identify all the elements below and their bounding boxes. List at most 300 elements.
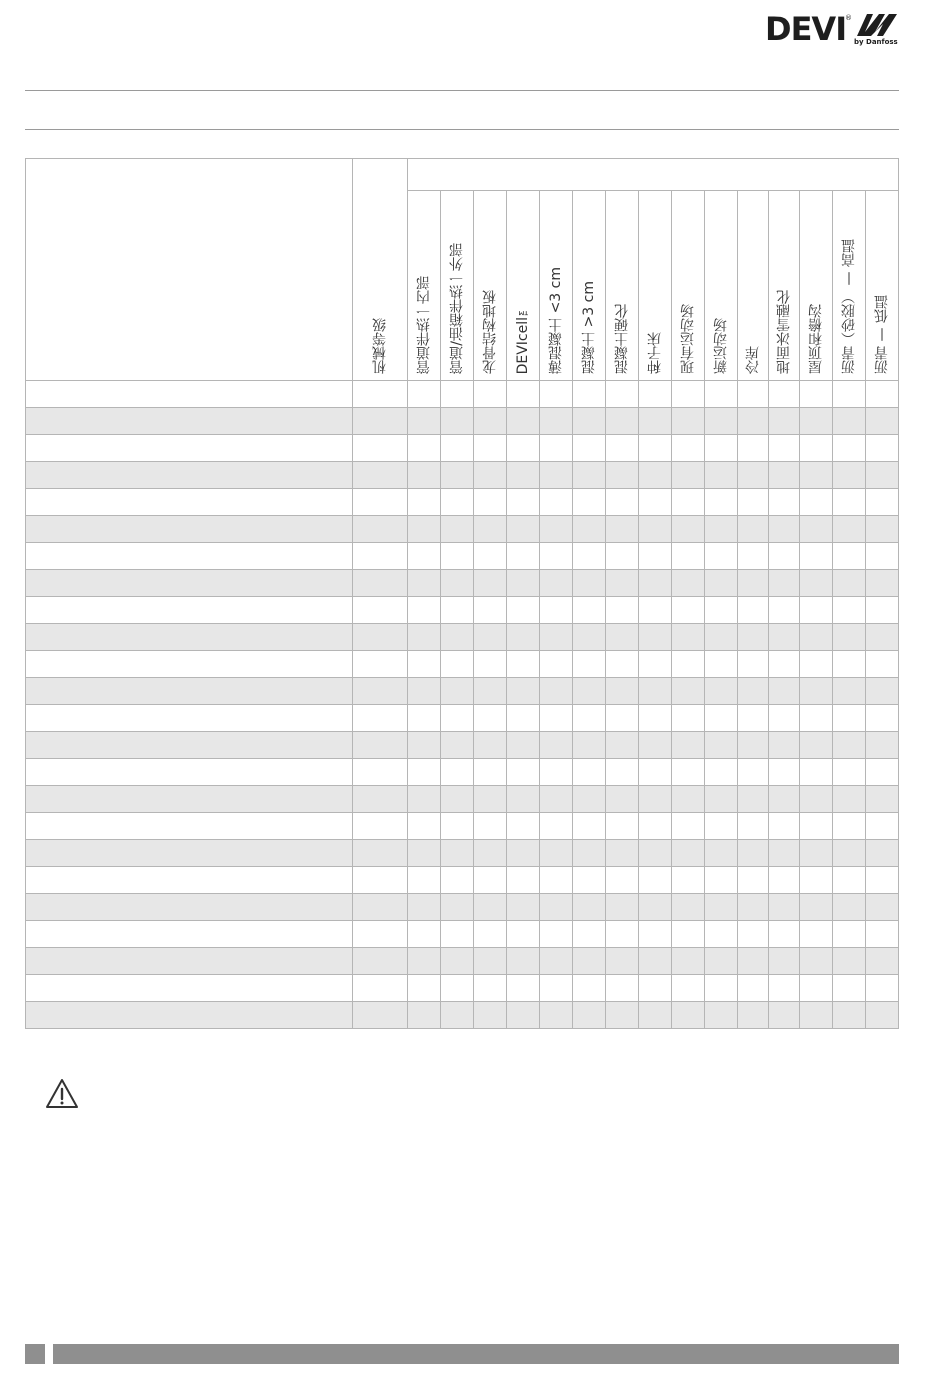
application-column-label: 现有运动场	[680, 304, 696, 374]
application-cell	[441, 516, 474, 543]
application-cell	[769, 948, 800, 975]
application-cell	[800, 867, 833, 894]
application-cell	[672, 489, 705, 516]
cable-type-cell	[26, 1002, 353, 1029]
mechanical-class-cell	[353, 651, 408, 678]
application-cell	[540, 489, 573, 516]
application-cell	[866, 381, 899, 408]
application-cell	[573, 462, 606, 489]
application-column-label: 沥青 — 低温	[874, 295, 890, 374]
application-cell	[540, 462, 573, 489]
application-cell	[833, 489, 866, 516]
header-rule-bottom	[25, 129, 899, 130]
application-cell	[800, 759, 833, 786]
application-cell	[705, 759, 738, 786]
table-row	[26, 651, 899, 678]
application-cell	[800, 408, 833, 435]
application-cell	[769, 462, 800, 489]
cable-type-cell	[26, 597, 353, 624]
table-row	[26, 516, 899, 543]
application-cell	[672, 705, 705, 732]
application-cell	[705, 948, 738, 975]
mechanical-class-cell	[353, 840, 408, 867]
application-cell	[408, 786, 441, 813]
application-column-label: 管道伴热一内部	[416, 276, 432, 374]
application-cell	[738, 813, 769, 840]
application-cell	[639, 732, 672, 759]
application-column-label: 地面冰雪融化	[776, 290, 792, 374]
application-cell	[507, 813, 540, 840]
application-cell	[866, 840, 899, 867]
application-cell	[606, 624, 639, 651]
application-cell	[639, 1002, 672, 1029]
application-cell	[639, 543, 672, 570]
mechanical-class-cell	[353, 786, 408, 813]
application-cell	[573, 381, 606, 408]
application-cell	[441, 813, 474, 840]
application-cell	[672, 516, 705, 543]
application-cell	[573, 840, 606, 867]
application-cell	[769, 786, 800, 813]
application-cell	[573, 975, 606, 1002]
application-cell	[507, 732, 540, 759]
application-cell	[639, 678, 672, 705]
application-cell	[833, 732, 866, 759]
application-cell	[833, 462, 866, 489]
table-row	[26, 543, 899, 570]
table-row	[26, 732, 899, 759]
application-cell	[672, 975, 705, 1002]
application-cell	[474, 462, 507, 489]
application-cell	[408, 462, 441, 489]
application-cell	[474, 948, 507, 975]
application-cell	[738, 381, 769, 408]
application-cell	[833, 705, 866, 732]
application-cell	[441, 840, 474, 867]
application-cell	[639, 894, 672, 921]
application-cell	[474, 894, 507, 921]
application-cell	[800, 543, 833, 570]
application-cell	[441, 759, 474, 786]
application-cell	[540, 678, 573, 705]
application-cell	[573, 867, 606, 894]
application-cell	[672, 921, 705, 948]
application-cell	[606, 651, 639, 678]
table-row	[26, 840, 899, 867]
application-cell	[441, 705, 474, 732]
application-cell	[573, 1002, 606, 1029]
application-cell	[639, 651, 672, 678]
application-cell	[866, 786, 899, 813]
application-cell	[738, 489, 769, 516]
application-cell	[606, 543, 639, 570]
application-cell	[672, 381, 705, 408]
mechanical-class-cell	[353, 597, 408, 624]
application-cell	[441, 597, 474, 624]
application-cell	[606, 786, 639, 813]
application-cell	[866, 867, 899, 894]
application-cell	[474, 813, 507, 840]
application-cell	[408, 597, 441, 624]
application-cell	[408, 948, 441, 975]
application-cell	[705, 462, 738, 489]
application-cell	[639, 867, 672, 894]
table-row	[26, 813, 899, 840]
application-cell	[800, 840, 833, 867]
application-cell	[833, 651, 866, 678]
application-cell	[833, 624, 866, 651]
application-cell	[672, 462, 705, 489]
application-column-header	[507, 191, 540, 381]
application-cell	[800, 435, 833, 462]
application-cell	[474, 543, 507, 570]
application-cell	[573, 705, 606, 732]
application-cell	[540, 813, 573, 840]
mechanical-class-label: 机械等级	[372, 318, 388, 374]
application-group-header-cell	[408, 159, 899, 191]
application-cell	[507, 894, 540, 921]
application-cell	[408, 705, 441, 732]
application-cell	[408, 732, 441, 759]
application-cell	[441, 651, 474, 678]
application-cell	[408, 759, 441, 786]
application-cell	[738, 435, 769, 462]
application-cell	[866, 759, 899, 786]
application-cell	[474, 408, 507, 435]
application-cell	[800, 516, 833, 543]
table-row	[26, 705, 899, 732]
application-cell	[866, 516, 899, 543]
application-cell	[738, 840, 769, 867]
application-cell	[441, 435, 474, 462]
mechanical-class-cell	[353, 489, 408, 516]
table-row	[26, 1002, 899, 1029]
application-column-header	[769, 191, 800, 381]
cable-type-cell	[26, 705, 353, 732]
application-cell	[639, 624, 672, 651]
application-cell	[672, 840, 705, 867]
application-column-header	[833, 191, 866, 381]
mechanical-class-cell	[353, 948, 408, 975]
application-cell	[705, 921, 738, 948]
application-cell	[769, 894, 800, 921]
application-cell	[738, 1002, 769, 1029]
application-cell	[639, 705, 672, 732]
application-column-label: 屋顶和檐沟	[808, 304, 824, 374]
devi-swoosh-icon	[853, 10, 903, 38]
application-cell	[474, 759, 507, 786]
table-row	[26, 408, 899, 435]
application-cell	[672, 543, 705, 570]
application-cell	[639, 597, 672, 624]
application-cell	[639, 813, 672, 840]
table-row	[26, 921, 899, 948]
mechanical-class-cell	[353, 1002, 408, 1029]
application-cell	[672, 624, 705, 651]
application-cell	[866, 570, 899, 597]
application-cell	[833, 786, 866, 813]
cable-type-cell	[26, 381, 353, 408]
application-column-header	[639, 191, 672, 381]
application-cell	[540, 435, 573, 462]
logo-subtext: by Danfoss	[854, 38, 898, 46]
application-cell	[833, 1002, 866, 1029]
application-cell	[507, 705, 540, 732]
application-cell	[738, 678, 769, 705]
application-cell	[540, 516, 573, 543]
application-cell	[738, 543, 769, 570]
application-cell	[738, 462, 769, 489]
application-cell	[738, 921, 769, 948]
application-cell	[833, 759, 866, 786]
application-cell	[769, 543, 800, 570]
application-cell	[441, 408, 474, 435]
table-group-header-row	[26, 159, 899, 191]
table-row	[26, 381, 899, 408]
application-cell	[441, 381, 474, 408]
application-cell	[800, 705, 833, 732]
application-cell	[705, 597, 738, 624]
mechanical-class-cell	[353, 624, 408, 651]
footer-bar	[53, 1344, 899, 1364]
application-cell	[606, 1002, 639, 1029]
application-cell	[672, 1002, 705, 1029]
application-cell	[408, 543, 441, 570]
table-row	[26, 462, 899, 489]
application-column-header	[800, 191, 833, 381]
application-cell	[738, 516, 769, 543]
application-cell	[507, 786, 540, 813]
mechanical-class-cell	[353, 408, 408, 435]
logo-text: DEVI	[765, 10, 847, 48]
warning-triangle-icon	[44, 1077, 80, 1111]
application-cell	[639, 462, 672, 489]
cable-type-cell	[26, 948, 353, 975]
application-cell	[474, 381, 507, 408]
application-cell	[705, 570, 738, 597]
application-cell	[705, 705, 738, 732]
application-cell	[507, 462, 540, 489]
application-column-label: DEVIcell™	[515, 300, 531, 374]
application-column-header	[672, 191, 705, 381]
application-cell	[573, 570, 606, 597]
application-cell	[705, 1002, 738, 1029]
application-cell	[408, 435, 441, 462]
cable-type-cell	[26, 489, 353, 516]
application-cell	[474, 678, 507, 705]
table-row	[26, 759, 899, 786]
application-cell	[866, 732, 899, 759]
cable-type-cell	[26, 651, 353, 678]
application-cell	[833, 435, 866, 462]
application-cell	[738, 570, 769, 597]
application-column-header	[540, 191, 573, 381]
application-cell	[606, 381, 639, 408]
application-cell	[833, 840, 866, 867]
application-cell	[866, 597, 899, 624]
application-cell	[866, 408, 899, 435]
application-cell	[769, 381, 800, 408]
application-column-label: 新运动场	[713, 318, 729, 374]
application-cell	[474, 570, 507, 597]
application-cell	[573, 678, 606, 705]
application-cell	[606, 840, 639, 867]
application-cell	[769, 975, 800, 1002]
application-cell	[769, 678, 800, 705]
application-cell	[606, 489, 639, 516]
cable-type-cell	[26, 678, 353, 705]
application-cell	[705, 624, 738, 651]
application-cell	[866, 894, 899, 921]
application-cell	[800, 678, 833, 705]
application-cell	[573, 813, 606, 840]
application-cell	[441, 489, 474, 516]
application-cell	[408, 381, 441, 408]
table-row	[26, 624, 899, 651]
application-cell	[573, 489, 606, 516]
application-cell	[738, 975, 769, 1002]
application-cell	[738, 759, 769, 786]
application-cell	[408, 975, 441, 1002]
application-cell	[672, 894, 705, 921]
application-cell	[639, 948, 672, 975]
application-cell	[474, 921, 507, 948]
application-cell	[573, 759, 606, 786]
application-cell	[769, 1002, 800, 1029]
application-cell	[738, 705, 769, 732]
mechanical-class-cell	[353, 813, 408, 840]
application-cell	[705, 489, 738, 516]
application-cell	[738, 651, 769, 678]
application-cell	[606, 705, 639, 732]
application-column-header	[408, 191, 441, 381]
application-cell	[474, 705, 507, 732]
application-cell	[769, 624, 800, 651]
application-cell	[833, 867, 866, 894]
table-row	[26, 975, 899, 1002]
application-cell	[441, 543, 474, 570]
application-cell	[441, 921, 474, 948]
application-cell	[507, 624, 540, 651]
application-cell	[800, 786, 833, 813]
application-cell	[672, 408, 705, 435]
application-column-label: 冷库	[745, 346, 761, 374]
application-cell	[507, 651, 540, 678]
application-cell	[507, 678, 540, 705]
application-cell	[474, 651, 507, 678]
cable-type-cell	[26, 786, 353, 813]
mechanical-class-cell	[353, 867, 408, 894]
application-cell	[800, 381, 833, 408]
application-cell	[606, 921, 639, 948]
application-cell	[408, 624, 441, 651]
application-cell	[408, 408, 441, 435]
application-cell	[507, 570, 540, 597]
application-cell	[769, 921, 800, 948]
application-column-label: 管道/油箱伴热一外部	[449, 243, 465, 374]
application-cell	[540, 570, 573, 597]
application-cell	[474, 1002, 507, 1029]
application-cell	[474, 867, 507, 894]
application-cell	[705, 381, 738, 408]
application-cell	[672, 948, 705, 975]
application-column-header	[441, 191, 474, 381]
application-cell	[507, 867, 540, 894]
application-column-header	[866, 191, 899, 381]
application-cell	[705, 867, 738, 894]
application-cell	[705, 894, 738, 921]
application-cell	[606, 435, 639, 462]
cable-type-header-cell	[26, 159, 353, 381]
mechanical-class-cell	[353, 516, 408, 543]
mechanical-class-header-cell	[353, 159, 408, 381]
application-cell	[866, 651, 899, 678]
mechanical-class-cell	[353, 921, 408, 948]
application-cell	[833, 948, 866, 975]
application-cell	[705, 732, 738, 759]
logo-registered-mark: ®	[845, 14, 852, 22]
application-cell	[800, 489, 833, 516]
table-row	[26, 894, 899, 921]
application-cell	[441, 867, 474, 894]
application-cell	[507, 840, 540, 867]
application-cell	[639, 921, 672, 948]
application-cell	[540, 948, 573, 975]
application-cell	[769, 759, 800, 786]
application-cell	[606, 732, 639, 759]
page-number-block	[25, 1344, 45, 1364]
mechanical-class-cell	[353, 759, 408, 786]
application-cell	[408, 894, 441, 921]
application-cell	[408, 651, 441, 678]
application-cell	[639, 489, 672, 516]
application-cell	[606, 867, 639, 894]
application-cell	[769, 705, 800, 732]
cable-type-cell	[26, 543, 353, 570]
application-cell	[769, 408, 800, 435]
application-cell	[507, 408, 540, 435]
application-cell	[441, 570, 474, 597]
application-cell	[573, 408, 606, 435]
application-cell	[705, 975, 738, 1002]
cable-type-cell	[26, 732, 353, 759]
application-cell	[474, 597, 507, 624]
application-cell	[639, 408, 672, 435]
application-cell	[800, 975, 833, 1002]
application-cell	[705, 678, 738, 705]
application-cell	[738, 948, 769, 975]
application-cell	[705, 786, 738, 813]
application-cell	[705, 516, 738, 543]
application-cell	[606, 894, 639, 921]
application-cell	[507, 948, 540, 975]
application-cell	[800, 462, 833, 489]
application-cell	[606, 408, 639, 435]
application-cell	[800, 948, 833, 975]
application-cell	[738, 597, 769, 624]
application-cell	[441, 948, 474, 975]
application-cell	[672, 759, 705, 786]
application-cell	[738, 624, 769, 651]
application-cell	[866, 975, 899, 1002]
application-cell	[474, 516, 507, 543]
table-row	[26, 867, 899, 894]
application-cell	[769, 651, 800, 678]
application-cell	[606, 678, 639, 705]
application-cell	[507, 489, 540, 516]
application-cell	[800, 894, 833, 921]
application-cell	[573, 651, 606, 678]
